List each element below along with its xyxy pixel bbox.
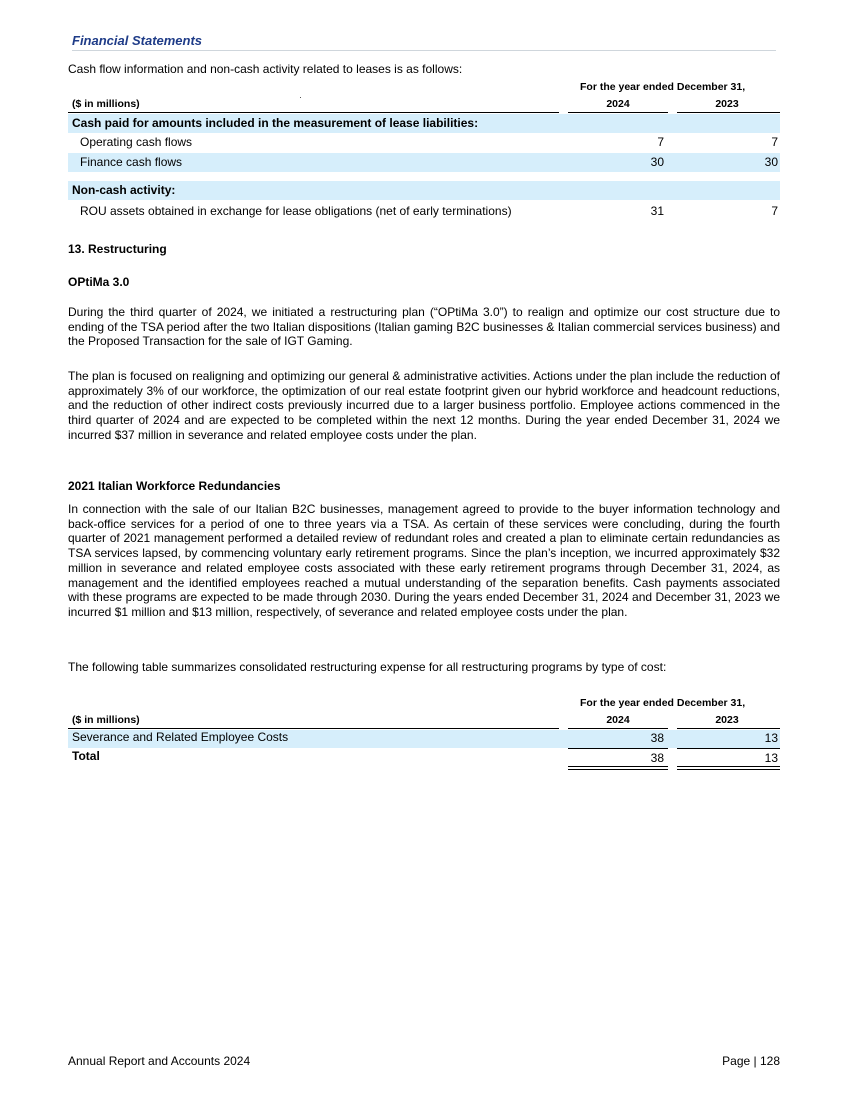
lease-units-label: ($ in millions) [72,98,140,110]
total-double-rule-2023 [677,766,780,770]
value-2024: 7 [657,135,664,149]
table-row [68,133,780,152]
italian-redundancies-paragraph: In connection with the sale of our Italian B2C businesses, management agreed to provide to the buyer information technology and back-office services for a period of one to three years via a TSA. As certain of these services were concluding, during the fourth quarter of 2021 management performed a detailed review of redundant roles and created a plan to eliminate certain redundancies as TSA services lapsed, by commencing voluntary early retirement programs. Since the plan’s inception, we incurred approximately $32 million in severance and related employee costs associated with these early retirement programs through December 31, 2024, as management and the identified employees reached a mutual understanding of the separation benefits. Cash payments associated with these programs are expected to be made through 2030. During the years ended December 31, 2024 and December 31, 2023 we incurred $1 million and $13 million, respectively, of severance and related employee costs under the plan. [68,502,780,619]
row-label: Severance and Related Employee Costs [72,730,289,744]
row-label: Finance cash flows [80,155,183,169]
expense-year-2023: 2023 [715,714,739,726]
stray-dot [300,97,301,98]
total-2024: 38 [650,751,664,765]
total-2023: 13 [764,751,778,765]
lease-header-rule-2024 [568,112,668,113]
lease-period-header: For the year ended December 31, [580,81,746,93]
value-2024: 38 [650,731,664,745]
expense-period-header: For the year ended December 31, [580,697,746,709]
optima-subheading: OPtiMa 3.0 [68,275,130,289]
expense-header-rule-2024 [568,728,668,729]
value-2024: 30 [650,155,664,169]
value-2023: 7 [771,204,778,218]
value-2024: 31 [650,204,664,218]
restructuring-heading: 13. Restructuring [68,242,167,256]
footer-page-number: Page | 128 [722,1054,780,1068]
lease-group-cash-paid [68,114,780,133]
leases-intro: Cash flow information and non-cash activity related to leases is as follows: [68,62,463,76]
table-row [68,202,780,221]
optima-paragraph-1: During the third quarter of 2024, we initiated a restructuring plan (“OPtiMa 3.0”) to realign and optimize our cost structure due to ending of the TSA period after the two Italian dispositions (Italian gaming B2C businesses & Italian commercial services business) and the Proposed Transaction for the sale of IGT Gaming. [68,305,780,349]
lease-header-rule [68,112,559,113]
row-label: Operating cash flows [80,135,193,149]
lease-header-rule-2023 [677,112,780,113]
total-label: Total [72,749,100,763]
total-double-rule-2024 [568,766,668,770]
value-2023: 30 [764,155,778,169]
row-label: ROU assets obtained in exchange for lease obligations (net of early terminations) [80,204,512,218]
expense-header-rule-2023 [677,728,780,729]
expense-units-label: ($ in millions) [72,714,140,726]
expense-table-intro: The following table summarizes consolidated restructuring expense for all restructuring programs by type of cost: [68,660,667,674]
footer-report-title: Annual Report and Accounts 2024 [68,1054,251,1068]
table-row [68,153,780,172]
expense-year-2024: 2024 [606,714,630,726]
expense-header-rule [68,728,559,729]
lease-group-non-cash [68,181,780,200]
group-label: Cash paid for amounts included in the measurement of lease liabilities: [72,116,479,130]
lease-year-2024: 2024 [606,98,630,110]
table-row [68,730,780,748]
optima-paragraph-2: The plan is focused on realigning and optimizing our general & administrative activities. Actions under the plan include the reduction of approximately 3% of our workforce, the optimization of our real estate footprint given our hybrid workforce and headcount reductions, and the reduction of other indirect costs previously incurred due to a larger business portfolio. Employee actions commenced in the third quarter of 2024 and are expected to be completed within the next 12 months. During the year ended December 31, 2024 we incurred $37 million in severance and related employee costs under the plan. [68,369,780,442]
lease-year-2023: 2023 [715,98,739,110]
section-title: Financial Statements [72,33,776,51]
italian-redundancies-subheading: 2021 Italian Workforce Redundancies [68,479,281,493]
total-row [68,749,780,765]
value-2023: 7 [771,135,778,149]
group-label: Non-cash activity: [72,183,176,197]
value-2023: 13 [764,731,778,745]
